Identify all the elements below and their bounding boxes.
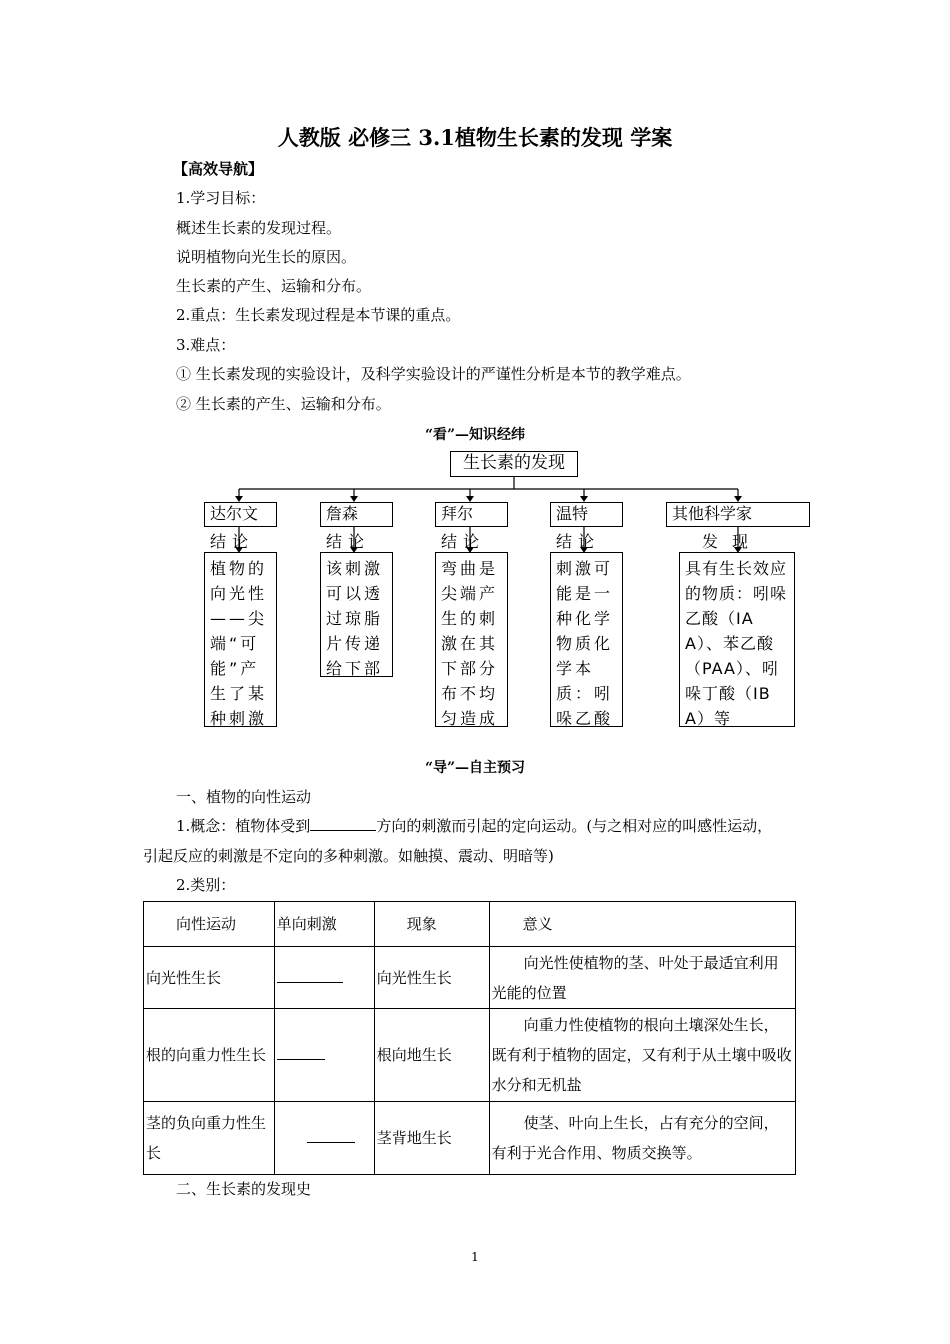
goal-item: 生长素的产生、运输和分布。 — [176, 277, 372, 295]
cell-phenomenon: 向光性生长 — [374, 947, 489, 1009]
difficulty-label: 3.难点： — [176, 336, 236, 354]
cell-motion: 茎的负向重力性生长 — [144, 1102, 275, 1175]
cell-motion: 向光性生长 — [144, 947, 275, 1009]
cell-motion: 根的向重力性生长 — [144, 1009, 275, 1102]
concept-line2: 引起反应的刺激是不定向的多种刺激。如触摸、震动、明暗等) — [143, 847, 554, 865]
scientist-jensen: 詹森 — [320, 502, 393, 527]
concept-suffix: 方向的刺激而引起的定向运动。(与之相对应的叫感性运动， — [376, 817, 773, 835]
conclusion-paal: 弯曲是尖端产生的刺激在其下部分布不均匀造成 — [435, 552, 508, 727]
table-row — [144, 1009, 796, 1102]
goals-label: 1.学习目标： — [176, 189, 266, 207]
discovery-others: 具有生长效应的物质：吲哚乙酸（IAA）、苯乙酸（PAA）、吲哚丁酸（IBA）等 — [679, 552, 795, 727]
cell-phenomenon: 根向地生长 — [374, 1009, 489, 1102]
table-row — [144, 1102, 796, 1175]
conclusion-jensen: 该刺激可以透过琼脂片传递给下部 — [320, 552, 393, 677]
conclusion-went: 刺激可能是一种化学物质化学本质：吲哚乙酸 — [550, 552, 623, 727]
concept-blank[interactable] — [310, 830, 376, 831]
scientist-darwin: 达尔文 — [204, 502, 277, 527]
stimulus-blank[interactable] — [277, 1041, 325, 1060]
difficulty-item: ① 生长素发现的实验设计，及科学实验设计的严谨性分析是本节的教学难点。 — [176, 365, 691, 383]
header-stimulus: 单向刺激 — [274, 902, 374, 947]
key-point: 2.重点：生长素发现过程是本节课的重点。 — [176, 306, 461, 324]
cell-stimulus — [274, 1009, 374, 1102]
cell-stimulus — [274, 1102, 374, 1175]
page-number: 1 — [471, 1250, 479, 1264]
nav-heading: 【高效导航】 — [173, 160, 264, 178]
tropism-table — [143, 901, 796, 1175]
cell-phenomenon: 茎背地生长 — [374, 1102, 489, 1175]
stimulus-blank[interactable] — [277, 964, 343, 983]
cell-meaning: 使茎、叶向上生长，占有充分的空间，有利于光合作用、物质交换等。 — [489, 1102, 795, 1175]
scientist-paal: 拜尔 — [435, 502, 508, 527]
difficulty-item: ② 生长素的产生、运输和分布。 — [176, 395, 391, 413]
table-header-row — [144, 902, 796, 947]
part1-heading: 一、植物的向性运动 — [176, 788, 312, 806]
section-look: “看”—知识经纬 — [424, 427, 526, 443]
cell-meaning: 向光性使植物的茎、叶处于最适宜利用光能的位置 — [489, 947, 795, 1009]
sublabel-conclusion: 结论 — [326, 532, 371, 551]
part2-heading: 二、生长素的发现史 — [176, 1180, 312, 1198]
cell-meaning: 向重力性使植物的根向土壤深处生长，既有利于植物的固定，又有利于从土壤中吸收水分和无机盐 — [489, 1009, 795, 1102]
conclusion-darwin: 植物的向光性——尖端“可能”产生了某种刺激 — [204, 552, 277, 727]
header-phenomenon: 现象 — [374, 902, 489, 947]
concept-line — [176, 815, 772, 836]
goal-item: 说明植物向光生长的原因。 — [176, 248, 357, 266]
table-row — [144, 947, 796, 1009]
concept-prefix: 1.概念：植物体受到 — [176, 817, 311, 835]
section-guide: “导”—自主预习 — [424, 760, 526, 776]
diagram-root: 生长素的发现 — [450, 451, 578, 477]
goal-item: 概述生长素的发现过程。 — [176, 219, 342, 237]
stimulus-blank[interactable] — [307, 1124, 355, 1143]
sublabel-discovery: 发现 — [702, 532, 763, 551]
scientist-went: 温特 — [550, 502, 623, 527]
sublabel-conclusion: 结论 — [556, 532, 601, 551]
header-meaning: 意义 — [489, 902, 795, 947]
types-label: 2.类别： — [176, 876, 236, 894]
scientist-others: 其他科学家 — [666, 502, 810, 527]
page-title: 人教版 必修三 3.1植物生长素的发现 学案 — [277, 125, 673, 150]
sublabel-conclusion: 结论 — [441, 532, 486, 551]
cell-stimulus — [274, 947, 374, 1009]
header-motion: 向性运动 — [144, 902, 275, 947]
sublabel-conclusion: 结论 — [210, 532, 255, 551]
